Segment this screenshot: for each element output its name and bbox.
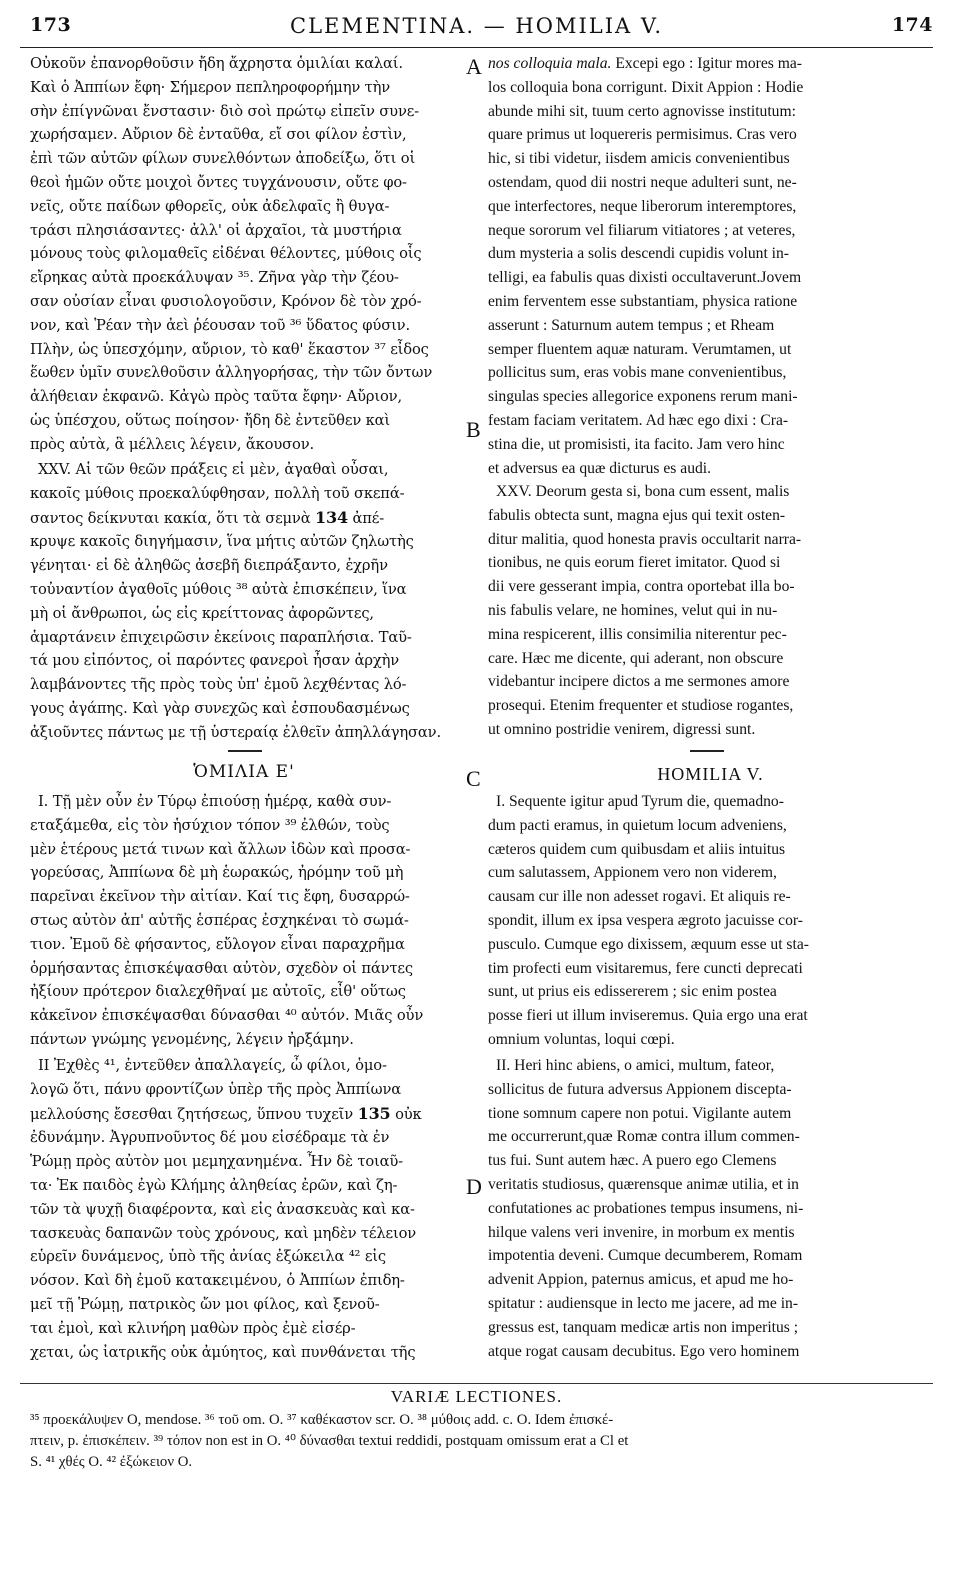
text-line: Οὐκοῦν ἐπανορθοῦσιν ἤδη ἄχρηστα ὁμιλίαι καλαί. xyxy=(30,55,403,72)
variae-lectiones-title: VARIÆ LECTIONES. xyxy=(390,1387,563,1406)
text-line: que interfectores, neque liberorum interemptores, xyxy=(488,197,797,215)
text-line: dum mysteria a solis descendi cupidis volunt in- xyxy=(488,245,790,263)
greek-line: Ῥώμῃ πρὸς αὐτὸν μοι μεμηχανημένα. Ἦν δὲ τοιαῦ- xyxy=(30,1153,403,1171)
greek-line: λογῶ ὅτι, πάνυ φροντίζων ὑπὲρ τῆς πρὸς Ἀππίωνα xyxy=(30,1080,402,1098)
text-line: gressus est, tanquam medicæ artis non imperitus ; xyxy=(488,1318,799,1336)
text-line: τιον. Ἐμοῦ δὲ φήσαντος, εὔλογον εἶναι παραχρῆμα xyxy=(30,935,405,953)
text-line: neque sororum vel filiarum vitiatores ; at veteres, xyxy=(488,221,796,239)
text-line: et adversus ea quæ dicturus es audi. xyxy=(488,459,712,477)
text-line: sunt, ut prius eis edissererem ; sic enim postea xyxy=(488,983,777,1001)
text-line: εἴρηκας αὐτὰ προεκάλυψαν ³⁵. Ζῆνα γὰρ τὴν ζέου- xyxy=(30,269,399,287)
text-line: ostendam, quod dii nostri neque adulteri sunt, ne- xyxy=(488,173,797,191)
text-line: I. Τῇ μὲν οὖν ἐν Τύρῳ ἐπιούσῃ ἡμέρᾳ, καθὰ συν- xyxy=(38,793,392,810)
section-marker-c: C xyxy=(466,766,481,791)
text-line: νεῖς, οὔτε παίδων φθορεῖς, οὐκ ἀδελφαῖς ἢ θυγα- xyxy=(30,197,390,215)
text-line: γορεύσας, Ἀππίωνα δὲ μὴ ἑωρακώς, ἠρόμην τοῦ μὴ xyxy=(30,864,404,882)
greek-line: μεῖ τῇ Ῥώμῃ, πατρικὸς ὤν μοι φίλος, καὶ ξενοῦ- xyxy=(30,1295,380,1313)
greek-column-xxv xyxy=(30,458,458,745)
footnote-line: πτειν, p. ἐπισκέπειν. ³⁹ τόπον non est in O. ⁴⁰ δύνασθαι textui reddidi, postquam omissum erat a Cl et xyxy=(30,1433,629,1449)
greek-line: XXV. Αἱ τῶν θεῶν πράξεις εἰ μὲν, ἀγαθαὶ οὖσαι, xyxy=(38,461,389,478)
latin-line-text: Excepi ego : Igitur mores ma- xyxy=(615,55,802,72)
latin-paragraph-i xyxy=(488,790,933,1052)
text-line: τράσι πλησιάσαντες· ἀλλ' οἱ ἀρχαῖοι, τὰ μυστήρια xyxy=(30,221,402,239)
text-line: I. Sequente igitur apud Tyrum die, quemadno- xyxy=(496,793,784,810)
text-line: ἕωθεν ὑμῖν συνελθοῦσιν ἀλληγορήσας, τὴν τῶν ὄντων xyxy=(30,364,433,382)
text-line: enim ferventem esse substantiam, physica ratione xyxy=(488,292,798,310)
greek-line xyxy=(30,506,458,531)
greek-homily-title: ὉΜΙΛΙΑ Ε' xyxy=(193,762,295,782)
text-line: telligi, ea fabulis quas dixisti occultaverunt.Jovem xyxy=(488,269,802,287)
text-line: cæteros quidem cum quibusdam et aliis intuitus xyxy=(488,840,786,858)
text-line: εταξάμεθα, εἰς τὸν ἡσύχιον τόπον ³⁹ ἐλθών, τοὺς xyxy=(30,816,390,834)
text-line: στως αὐτὸν ἀπ' αὐτῆς ἑσπέρας ἐσχηκέναι τὸ σωμά- xyxy=(30,911,409,929)
section-separator-greek xyxy=(228,750,262,752)
greek-line: τῶν τὰ ψυχῇ διαφέροντα, καὶ εἰς ἀνασκευὰς καὶ κα- xyxy=(30,1200,415,1218)
text-line: tim profecti eum visitaremus, fere cuncti deprecati xyxy=(488,959,803,977)
greek-paragraph-ii xyxy=(30,1054,458,1364)
greek-line-text: μελλούσης ἔσεσθαι ζητήσεως, ὕπνου τυχεῖν xyxy=(30,1105,354,1123)
latin-column-top xyxy=(488,52,933,480)
greek-line: νόσον. Καὶ δὴ ἐμοῦ κατακειμένου, ὁ Ἀππίων ἐπιδη- xyxy=(30,1272,405,1290)
marginal-number-135: 135 xyxy=(357,1103,391,1123)
greek-line xyxy=(30,1102,458,1127)
text-line: me occurrerunt,quæ Romæ contra illum commen- xyxy=(488,1128,800,1146)
running-title: CLEMENTINA. — HOMILIA V. xyxy=(290,14,663,38)
text-line: χωρήσαμεν. Αὔριον δὲ ἐνταῦθα, εἴ σοι φίλον ἐστὶν, xyxy=(30,126,407,144)
greek-column-hom-i xyxy=(30,790,458,1052)
text-line: asserunt : Saturnum autem tempus ; et Rheam xyxy=(488,316,775,334)
text-line: ἐπὶ τῶν αὐτῶν φίλων συνελθόντων ἀποδείξω, ὅτι οἱ xyxy=(30,150,416,168)
marginal-number-134: 134 xyxy=(315,507,348,527)
text-line: stina die, ut promisisti, ita facito. Jam vero hinc xyxy=(488,435,785,453)
greek-column-top xyxy=(30,52,458,457)
latin-column-hom-i xyxy=(488,790,933,1052)
latin-column-xxv xyxy=(488,480,933,742)
text-line: πάντων γνώμης γενομένης, λέγειν ἠρξάμην. xyxy=(30,1030,354,1048)
text-line: quare primus ut loquereris permisimus. Cras vero xyxy=(488,126,797,144)
text-line: ditur malitia, quod honesta pravis occultarit narra- xyxy=(488,530,802,548)
text-line: hic, si tibi videtur, iisdem amicis convenientibus xyxy=(488,150,790,168)
section-marker-d: D xyxy=(466,1174,482,1199)
text-line: XXV. Deorum gesta si, bona cum essent, malis xyxy=(496,483,790,500)
text-line: ὁρμήσαντας ἐπισκέψασθαι αὐτὸν, σχεδὸν οἱ πάντες xyxy=(30,959,413,977)
text-line: παρεῖναι ἐκεῖνον τὴν αἰτίαν. Καί τις ἔφη, δυσαρρώ- xyxy=(30,888,410,906)
variae-lectiones xyxy=(30,1410,935,1473)
text-line: θεοὶ ἡμῶν οὔτε μοιχοὶ ὄντες τυγχάνουσιν, οὔτε φο- xyxy=(30,173,407,191)
header-rule xyxy=(20,47,933,48)
text-line: nis fabulis velare, ne homines, velut qui in nu- xyxy=(488,601,778,619)
text-line: νον, καὶ Ῥέαν τὴν ἀεὶ ῥέουσαν τοῦ ³⁶ ὕδατος φύσιν. xyxy=(30,316,410,334)
greek-line: ἀξιοῦντες πάντως με τῇ ὑστεραίᾳ ἐλθεῖν ἀπηλλάγησαν. xyxy=(30,723,441,741)
greek-line-text: ἀπέ- xyxy=(352,509,385,527)
latin-line xyxy=(488,52,933,76)
greek-line: τα· Ἐκ παιδὸς ἐγὼ Κλήμης ἀληθείας ἐρῶν, καὶ ζη- xyxy=(30,1176,398,1194)
greek-line: ἁμαρτάνειν ἐπιχειρῶσιν ἐκείνοις παραπλήσια. Ταῦ- xyxy=(30,628,412,646)
text-line: omnium voluntas, loqui cœpi. xyxy=(488,1030,675,1048)
text-line: prosequi. Etenim frequenter et studiose rogantes, xyxy=(488,697,794,715)
greek-line: κακοῖς μύθοις προεκαλύφθησαν, πολλὴ τοῦ σκεπά- xyxy=(30,484,405,502)
greek-line: τοὐναντίον ἀγαθοῖς μύθοις ³⁸ αὐτὰ ἐπισκέπειν, ἵνα xyxy=(30,580,407,598)
text-line: μόνους τοὺς φιλομαθεῖς εἰδέναι θέλοντες, μύθοις οἷς xyxy=(30,245,422,263)
greek-column-hom-ii xyxy=(30,1054,458,1364)
text-line: ἠξίουν πρότερον διαλεχθῆναί με αὐτοῖς, εἶθ' οὕτως xyxy=(30,983,406,1001)
text-line: tionibus, ne quis eorum fieret imitator. Quod si xyxy=(488,554,781,572)
text-line: veritatis studiosus, quærensque animæ utilia, et in xyxy=(488,1175,799,1193)
greek-paragraph xyxy=(30,52,458,457)
text-line: spondit, illum ex ipsa vespera ægroto jacuisse cor- xyxy=(488,911,803,929)
footnote-rule xyxy=(20,1383,933,1384)
text-line: fabulis obtecta sunt, magna ejus qui texit osten- xyxy=(488,506,786,524)
text-line: causam cur ille non adesset rogavi. Et aliquis re- xyxy=(488,888,791,906)
text-line: μὲν ἑτέρους μετά τινων καὶ ἄλλων ἰδὼν καὶ προσα- xyxy=(30,840,411,858)
greek-line: χεται, ὡς ἰατρικῆς οὐκ ἀμύητος, καὶ πυνθάνεται τῆς xyxy=(30,1343,416,1361)
text-line: los colloquia bona corrigunt. Dixit Appion : Hodie xyxy=(488,78,804,96)
greek-paragraph-xxv xyxy=(30,458,458,745)
latin-paragraph xyxy=(488,76,933,481)
text-line: Καὶ ὁ Ἀππίων ἔφη· Σήμερον πεπληροφορήμην τὴν xyxy=(30,78,391,96)
greek-line-text: σαντος δείκνυται κακία, ὅτι τὰ σεμνὰ xyxy=(30,509,311,527)
text-line: II. Heri hinc abiens, o amici, multum, fateor, xyxy=(496,1057,775,1074)
latin-homily-title: HOMILIA V. xyxy=(657,764,764,784)
latin-paragraph-ii xyxy=(488,1054,933,1363)
text-line: tus fui. Sunt autem hæc. A puero ego Clemens xyxy=(488,1152,777,1170)
greek-line: II Ἐχθὲς ⁴¹, ἐντεῦθεν ἀπαλλαγείς, ὦ φίλοι, ὁμο- xyxy=(38,1057,387,1074)
greek-line-text: οὐκ xyxy=(395,1105,422,1123)
latin-paragraph-xxv xyxy=(488,480,933,742)
page-number-left: 173 xyxy=(30,14,72,36)
text-line: pusculo. Cumque ego dixissem, æquum esse ut sta- xyxy=(488,935,809,953)
greek-line: μὴ οἱ ἄνθρωποι, ὡς εἰς κρείττονας ἀφορῶντες, xyxy=(30,604,374,622)
text-line: abunde mihi sit, tuum certo agnovisse institutum: xyxy=(488,102,796,120)
greek-paragraph-i xyxy=(30,790,458,1052)
text-line: videbantur incipere dictos a me sermones amore xyxy=(488,673,790,691)
section-separator-latin xyxy=(690,750,724,752)
section-marker-a: A xyxy=(466,54,482,79)
text-line: dum pacti eramus, in quietum locum adveniens, xyxy=(488,816,787,834)
text-line: hilque valens veri invenire, in morbum ex mentis xyxy=(488,1223,795,1241)
text-line: atque rogat causam decubitus. Ego vero hominem xyxy=(488,1342,800,1360)
text-line: σαν οὐσίαν εἶναι φυσιολογοῦσιν, Κρόνον δὲ τὸν χρό- xyxy=(30,292,422,310)
greek-line: κρυψε κακοῖς διηγήμασιν, ἵνα μήτις αὐτῶν ζηλωτὴς xyxy=(30,533,414,551)
greek-line: ἐδυνάμην. Ἀγρυπνοῦντος δέ μου εἰσέδραμε τὰ ἐν xyxy=(30,1129,390,1147)
text-line: impotentia deveni. Cumque decumberem, Romam xyxy=(488,1247,803,1265)
text-line: ὡς ὑπέσχου, οὕτως ποίησον· ἤδη δὲ ἐντεῦθεν καὶ xyxy=(30,411,391,429)
text-line: ἀλήθειαν ἐκφανῶ. Κἀγὼ πρὸς ταῦτα ἔφην· Αὔριον, xyxy=(30,388,402,406)
text-line: spitatur : audiensque in lecto me jacere, ad me in- xyxy=(488,1294,799,1312)
text-line: festam faciam veritatem. Ad hæc ego dixi : Cra- xyxy=(488,411,789,429)
text-line: σὴν ἐπίγνῶναι ἔνστασιν· διὸ σοὶ πρώτῳ εἰπεῖν συνε- xyxy=(30,102,419,120)
page-number-right: 174 xyxy=(891,14,933,36)
footnote-line: ³⁵ προεκάλυψεν O, mendose. ³⁶ τοῦ om. O. ³⁷ καθέκαστον scr. O. ³⁸ μύθοις add. c. O. Idem ἐπισκέ- xyxy=(30,1412,614,1428)
running-header xyxy=(20,8,933,48)
latin-column-hom-ii xyxy=(488,1054,933,1363)
text-line: sollicitus de futura adversus Appionem discepta- xyxy=(488,1080,792,1098)
text-line: semper fluentem aquæ naturam. Verumtamen, ut xyxy=(488,340,792,358)
text-line: κἀκεῖνον ἐπισκέψασθαι δύνασθαι ⁴⁰ αὐτόν. Μιᾶς οὖν xyxy=(30,1007,424,1025)
text-line: ut omnino postridie venirem, digressi sunt. xyxy=(488,720,756,738)
text-line: confutationes ac probationes tempus insumens, ni- xyxy=(488,1199,804,1217)
greek-line: τά μου εἰπόντος, οἱ παρόντες φανεροὶ ἦσαν ἀρχὴν xyxy=(30,652,400,670)
greek-line: γένηται· εἰ δὲ ἀληθῶς ἀσεβῆ διεπράξαντο, ἐχρῆν xyxy=(30,557,388,575)
text-line: posse fieri ut illum inviseremus. Quia ergo una erat xyxy=(488,1007,808,1025)
latin-italic-phrase: nos colloquia mala. xyxy=(488,55,612,72)
greek-line: τασκευὰς δαπανῶν τοὺς χρόνους, καὶ μηδὲν τέλειον xyxy=(30,1224,417,1242)
text-line: advenit Appion, paternus amicus, et apud me ho- xyxy=(488,1271,794,1289)
greek-line: ται ἐμοὶ, καὶ κλινήρη μαθὼν πρὸς ἐμὲ εἰσέρ- xyxy=(30,1319,356,1337)
section-marker-b: B xyxy=(466,417,481,442)
text-line: pollicitus sum, eras vobis mane convenientibus, xyxy=(488,364,787,382)
text-line: tione somnum capere non potui. Vigilante autem xyxy=(488,1104,792,1122)
text-line: dii vere gesserant impia, contra oportebat illa bo- xyxy=(488,578,795,596)
footnote-line: S. ⁴¹ χθές O. ⁴² ἐξώκειον O. xyxy=(30,1454,193,1470)
greek-line: γους ἀγάπης. Καὶ γὰρ συνεχῶς καὶ ἐσπουδασμένως xyxy=(30,699,410,717)
text-line: Πλὴν, ὡς ὑπεσχόμην, αὔριον, τὸ καθ' ἕκαστον ³⁷ εἶδος xyxy=(30,340,429,358)
text-line: mina respicerent, illis consimilia niterentur pec- xyxy=(488,625,787,643)
text-line: cum salutassem, Appionem vero non viderem, xyxy=(488,864,777,882)
text-line: πρὸς αὐτὰ, ἃ μέλλεις λέγειν, ἄκουσον. xyxy=(30,435,314,453)
text-line: care. Hæc me dicente, qui aderant, non obscure xyxy=(488,649,784,667)
text-line: singulas species allegorice exponens rerum mani- xyxy=(488,388,798,406)
greek-line: εὑρεῖν δυνάμενος, ὑπὸ τῆς ἀνίας ἐξώκειλα ⁴² εἰς xyxy=(30,1248,386,1266)
greek-line: λαμβάνοντες τῆς πρὸς τοὺς ὑπ' ἐμοῦ λεχθέντας λό- xyxy=(30,676,407,694)
